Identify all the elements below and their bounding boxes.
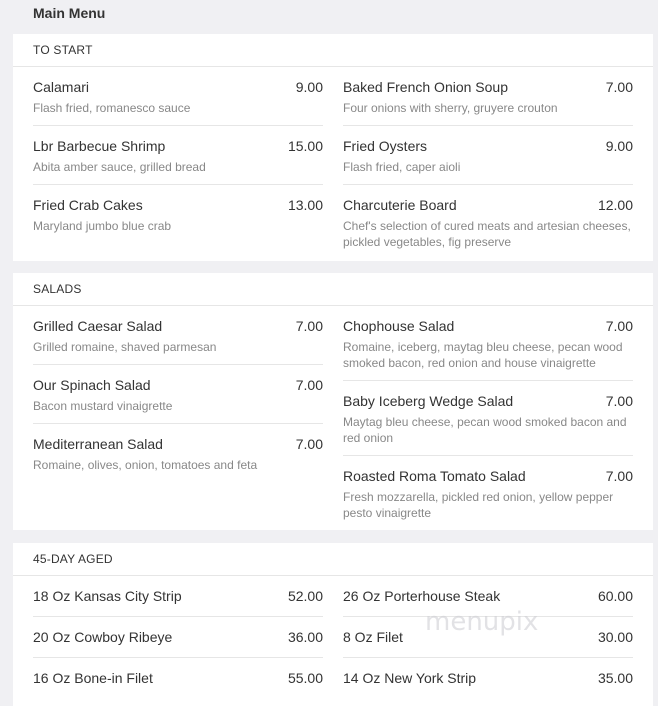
item-description: Romaine, iceberg, maytag bleu cheese, pecan wood smoked bacon, red onion and house vinaigrette (343, 340, 623, 370)
item-price: 13.00 (287, 197, 323, 213)
item-description: Chef's selection of cured meats and artesian cheeses, pickled vegetables, fig preserve (343, 219, 631, 249)
item-price: 7.00 (605, 318, 633, 334)
item-name: 26 Oz Porterhouse Steak (343, 588, 501, 604)
section-header: 45-DAY AGED (13, 543, 653, 576)
section-header: SALADS (13, 273, 653, 306)
item-price: 7.00 (605, 468, 633, 484)
menu-item-mediterranean-salad[interactable] (33, 424, 323, 483)
item-name: 20 Oz Cowboy Ribeye (33, 629, 173, 645)
item-price: 36.00 (287, 629, 323, 645)
item-description: Bacon mustard vinaigrette (33, 399, 173, 413)
item-price: 35.00 (597, 670, 633, 686)
item-name: Baby Iceberg Wedge Salad (343, 393, 514, 409)
section-to-start (13, 34, 653, 261)
menu-column-left (33, 576, 323, 699)
item-price: 52.00 (287, 588, 323, 604)
item-name: Calamari (33, 79, 90, 95)
item-price: 7.00 (605, 79, 633, 95)
item-price: 12.00 (597, 197, 633, 213)
item-name: Lbr Barbecue Shrimp (33, 138, 166, 154)
item-description: Flash fried, caper aioli (343, 160, 461, 174)
item-description: Romaine, olives, onion, tomatoes and feta (33, 458, 258, 472)
item-name: 16 Oz Bone-in Filet (33, 670, 153, 686)
item-description: Four onions with sherry, gruyere crouton (343, 101, 558, 115)
item-name: Fried Oysters (343, 138, 428, 154)
menu-item-spinach-salad[interactable] (33, 365, 323, 424)
menu-column-left (33, 306, 323, 483)
item-price: 15.00 (287, 138, 323, 154)
menu-item-tomato-salad[interactable] (343, 456, 633, 530)
item-description: Abita amber sauce, grilled bread (33, 160, 206, 174)
menu-column-right (343, 576, 633, 699)
item-name: 14 Oz New York Strip (343, 670, 477, 686)
item-description: Maytag bleu cheese, pecan wood smoked bacon and red onion (343, 415, 627, 445)
menu-item-bone-in-filet[interactable] (33, 658, 323, 699)
page-title: Main Menu (33, 5, 106, 21)
menu-item-cowboy-ribeye[interactable] (33, 617, 323, 658)
item-name: Charcuterie Board (343, 197, 457, 213)
item-name: Baked French Onion Soup (343, 79, 508, 95)
watermark-logo: menupix (425, 607, 539, 637)
item-name: Mediterranean Salad (33, 436, 163, 452)
menu-item-kansas-city-strip[interactable] (33, 576, 323, 617)
menu-item-wedge-salad[interactable] (343, 381, 633, 456)
menu-item-fried-oysters[interactable] (343, 126, 633, 185)
item-price: 55.00 (287, 670, 323, 686)
section-header: TO START (13, 34, 653, 67)
item-name: 18 Oz Kansas City Strip (33, 588, 182, 604)
item-description: Maryland jumbo blue crab (33, 219, 172, 233)
menu-item-caesar-salad[interactable] (33, 306, 323, 365)
item-name: Chophouse Salad (343, 318, 455, 334)
menu-column-right (343, 306, 633, 530)
item-price: 7.00 (605, 393, 633, 409)
item-price: 7.00 (295, 318, 323, 334)
item-price: 7.00 (295, 436, 323, 452)
menu-item-crab-cakes[interactable] (33, 185, 323, 260)
item-name: Our Spinach Salad (33, 377, 151, 393)
item-name: Roasted Roma Tomato Salad (343, 468, 526, 484)
item-price: 60.00 (597, 588, 633, 604)
menu-column-left (33, 67, 323, 260)
menu-item-charcuterie[interactable] (343, 185, 633, 260)
item-name: Fried Crab Cakes (33, 197, 143, 213)
item-price: 9.00 (605, 138, 633, 154)
item-price: 30.00 (597, 629, 633, 645)
item-name: 8 Oz Filet (343, 629, 403, 645)
section-salads (13, 273, 653, 530)
menu-item-chophouse-salad[interactable] (343, 306, 633, 381)
menu-item-new-york-strip[interactable] (343, 658, 633, 699)
menu-item-onion-soup[interactable] (343, 67, 633, 126)
item-name: Grilled Caesar Salad (33, 318, 163, 334)
menu-column-right (343, 67, 633, 260)
item-description: Fresh mozzarella, pickled red onion, yellow pepper pesto vinaigrette (343, 490, 614, 520)
section-45-day-aged (13, 543, 653, 706)
menu-item-calamari[interactable] (33, 67, 323, 126)
item-description: Grilled romaine, shaved parmesan (33, 340, 217, 354)
menu-item-barbecue-shrimp[interactable] (33, 126, 323, 185)
item-price: 7.00 (295, 377, 323, 393)
item-description: Flash fried, romanesco sauce (33, 101, 191, 115)
item-price: 9.00 (295, 79, 323, 95)
